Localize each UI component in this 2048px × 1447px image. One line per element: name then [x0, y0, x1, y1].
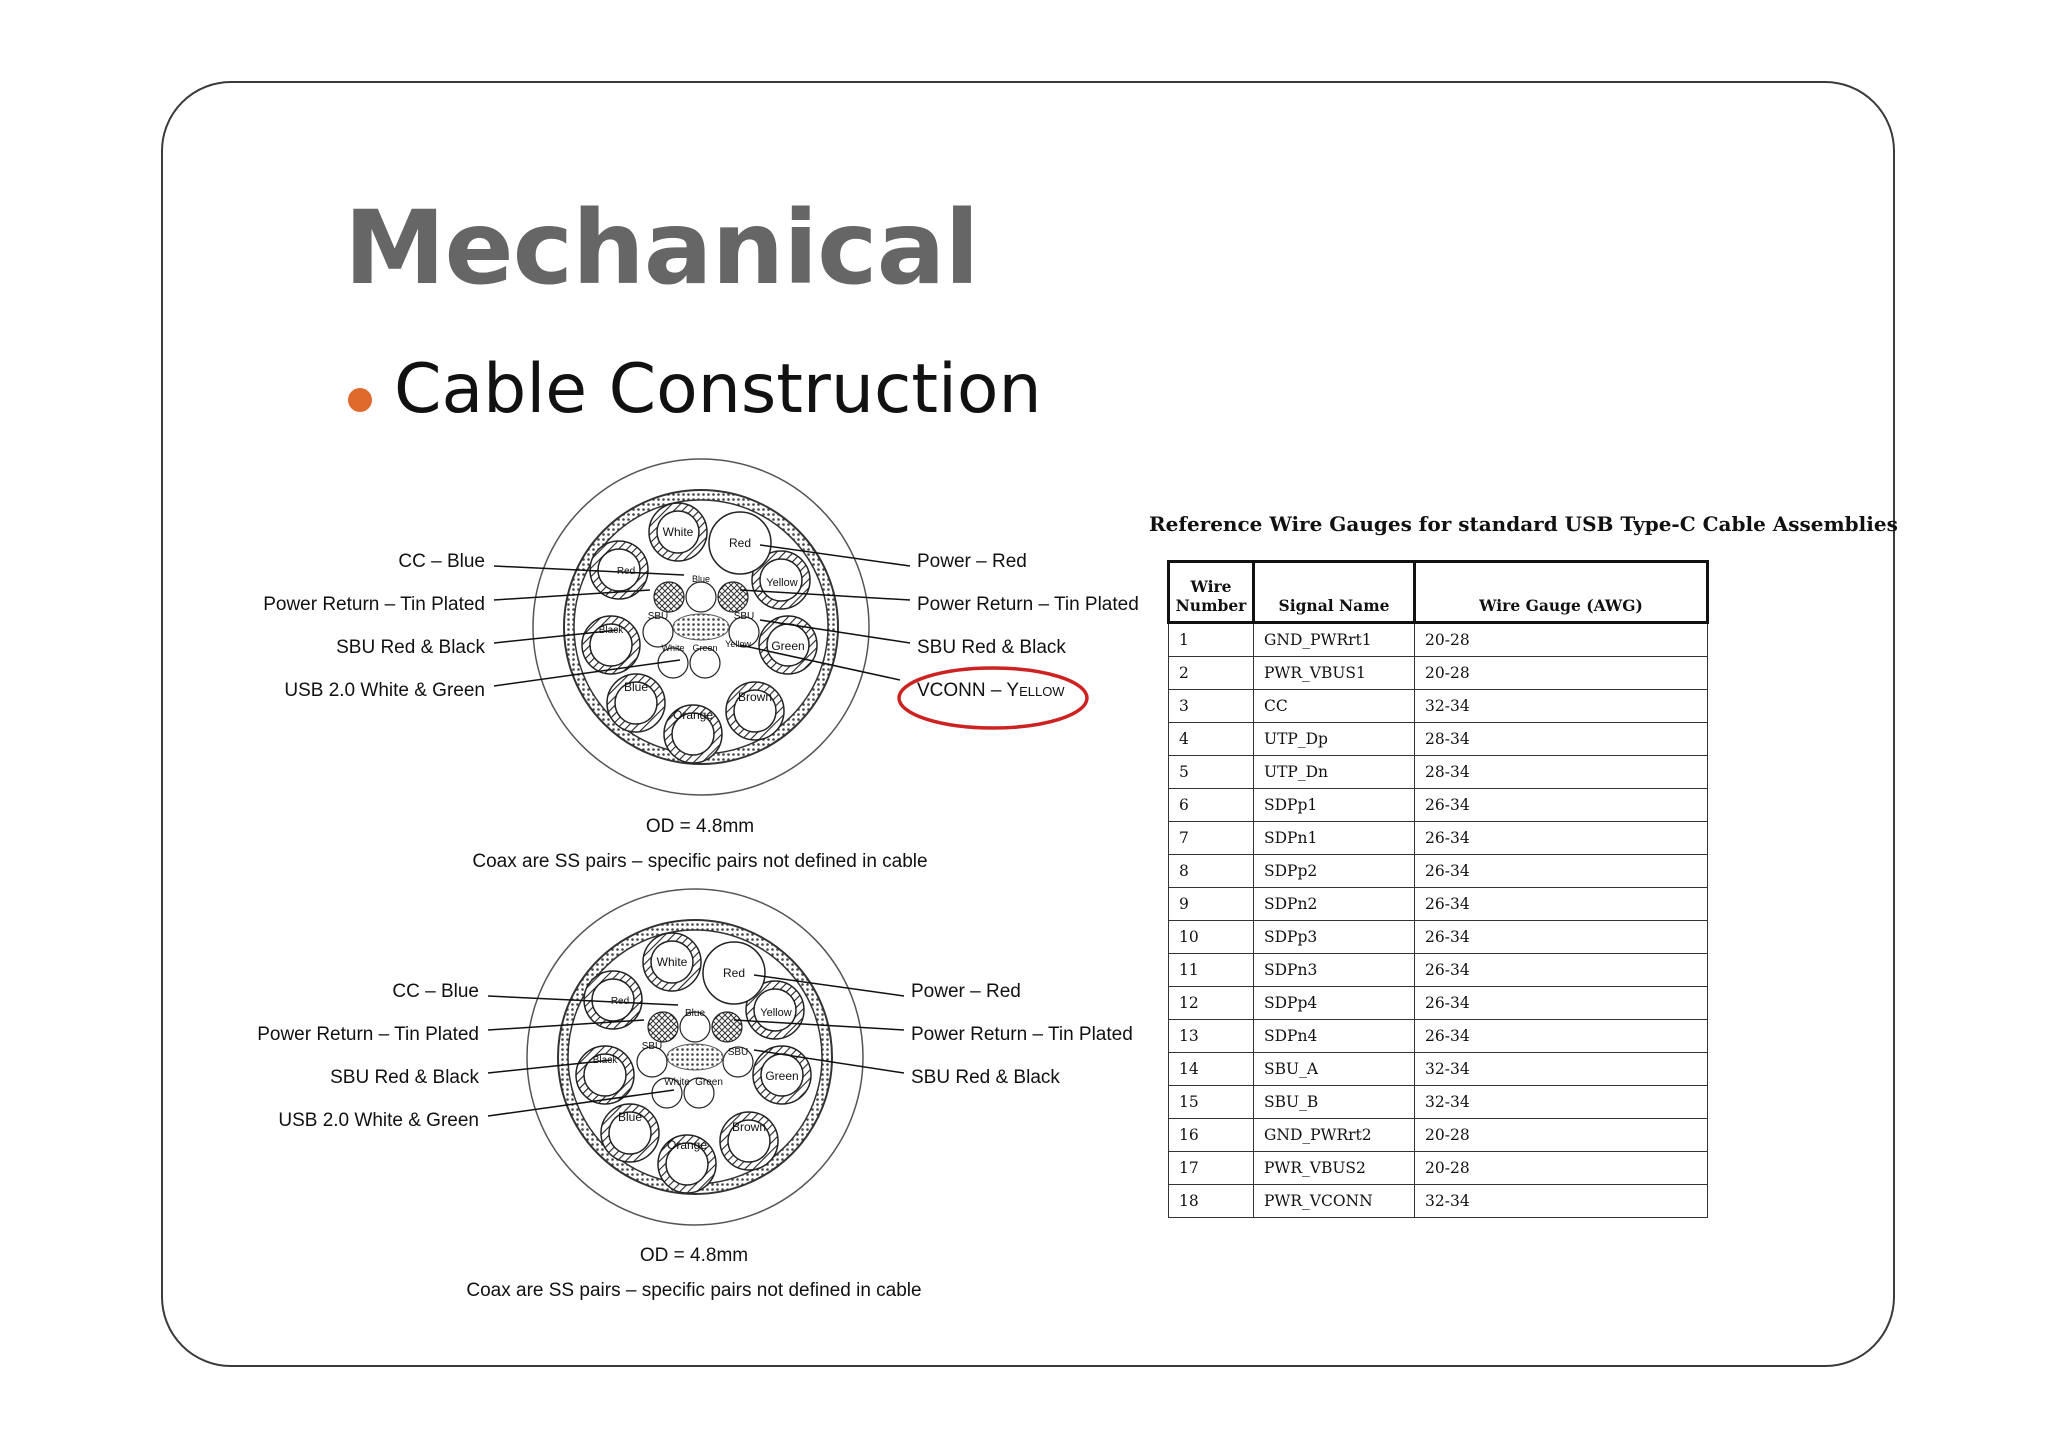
signal-name-cell: SDPp2 [1254, 855, 1415, 888]
wire-label: Red [722, 966, 746, 980]
table-row [1169, 1185, 1708, 1218]
wire-number-cell: 9 [1169, 888, 1254, 921]
wire-gauge-cell: 32-34 [1415, 1185, 1708, 1218]
wire-label: White [664, 1077, 690, 1088]
signal-name-cell: UTP_Dn [1254, 756, 1415, 789]
wire-gauge-cell: 26-34 [1415, 987, 1708, 1020]
signal-name-cell: SBU_B [1254, 1086, 1415, 1119]
table-row [1169, 1152, 1708, 1185]
wire-gauge-table [1167, 560, 1709, 1218]
table-row [1169, 1086, 1708, 1119]
signal-name-cell: GND_PWRrt1 [1254, 623, 1415, 657]
wire-label: Yellow [766, 577, 798, 589]
wire-label: Red [616, 566, 636, 577]
wire-number-cell: 16 [1169, 1119, 1254, 1152]
label-sbu-left-top: SBU Red & Black [336, 637, 485, 658]
signal-name-cell: SDPn4 [1254, 1020, 1415, 1053]
label-sbu-right-top: SBU Red & Black [917, 637, 1066, 658]
wire-label: Red [728, 536, 752, 550]
wire-label: Red [610, 996, 630, 1007]
label-vconn-yellow: VCONN – Yellow [917, 680, 1065, 701]
header-wire-number-line1: Wire [1190, 577, 1232, 596]
table-row [1169, 1119, 1708, 1152]
wire-number-cell: 14 [1169, 1053, 1254, 1086]
label-power-return-right-bottom: Power Return – Tin Plated [911, 1024, 1133, 1045]
wire-label: Blue [684, 1008, 706, 1019]
signal-name-cell: PWR_VBUS2 [1254, 1152, 1415, 1185]
wire-number-cell: 8 [1169, 855, 1254, 888]
od-label-top: OD = 4.8mm [645, 816, 755, 837]
wire-gauge-cell: 26-34 [1415, 822, 1708, 855]
wire-label: SBU [727, 1047, 749, 1058]
wire-label: SBU [733, 611, 755, 622]
label-sbu-left-bottom: SBU Red & Black [330, 1067, 479, 1088]
wire-label: Orange [666, 1138, 708, 1152]
signal-name-cell: UTP_Dp [1254, 723, 1415, 756]
label-power-return-right-top: Power Return – Tin Plated [917, 594, 1139, 615]
table-row [1169, 855, 1708, 888]
wire-label: Yellow [725, 639, 751, 649]
table-row [1169, 1053, 1708, 1086]
signal-name-cell: SDPn3 [1254, 954, 1415, 987]
wire-gauge-cell: 20-28 [1415, 1119, 1708, 1152]
wire-number-cell: 4 [1169, 723, 1254, 756]
wire-gauge-cell: 26-34 [1415, 1020, 1708, 1053]
wire-label: Brown [737, 690, 773, 704]
table-row [1169, 723, 1708, 756]
wire-number-cell: 10 [1169, 921, 1254, 954]
label-usb2-top: USB 2.0 White & Green [284, 680, 485, 701]
label-usb2-bottom: USB 2.0 White & Green [278, 1110, 479, 1131]
wire-gauge-cell: 26-34 [1415, 921, 1708, 954]
wire-gauge-cell: 20-28 [1415, 1152, 1708, 1185]
table-row [1169, 789, 1708, 822]
cable-cross-section-bottom [527, 889, 863, 1225]
wire-number-cell: 1 [1169, 623, 1254, 657]
wire-number-cell: 5 [1169, 756, 1254, 789]
signal-name-cell: SDPp1 [1254, 789, 1415, 822]
table-row [1169, 657, 1708, 690]
wire-label: Orange [672, 708, 714, 722]
signal-name-cell: SDPp3 [1254, 921, 1415, 954]
signal-name-cell: SBU_A [1254, 1053, 1415, 1086]
caption-top: Coax are SS pairs – specific pairs not defined in cable [472, 851, 928, 872]
signal-name-cell: GND_PWRrt2 [1254, 1119, 1415, 1152]
header-wire-gauge: Wire Gauge (AWG) [1415, 562, 1708, 623]
wire-label: White [656, 955, 688, 969]
label-cc-blue-top: CC – Blue [398, 551, 485, 572]
table-row [1169, 954, 1708, 987]
wire-number-cell: 11 [1169, 954, 1254, 987]
wire-label: Green [695, 1077, 723, 1088]
signal-name-cell: SDPn1 [1254, 822, 1415, 855]
wire-label: Green [765, 1069, 799, 1083]
wire-number-cell: 2 [1169, 657, 1254, 690]
wire-label: Green [771, 639, 805, 653]
wire-label: Brown [731, 1120, 767, 1134]
label-power-return-left-top: Power Return – Tin Plated [263, 594, 485, 615]
signal-name-cell: CC [1254, 690, 1415, 723]
header-wire-number [1169, 562, 1254, 623]
table-row [1169, 623, 1708, 657]
label-sbu-right-bottom: SBU Red & Black [911, 1067, 1060, 1088]
wire-gauge-cell: 26-34 [1415, 789, 1708, 822]
table-row [1169, 690, 1708, 723]
wire-label: Yellow [760, 1007, 792, 1019]
table-header-row [1169, 562, 1708, 623]
wire-label: Blue [623, 680, 649, 694]
wire-label: Blue [617, 1110, 643, 1124]
table-row [1169, 822, 1708, 855]
label-power-red-bottom: Power – Red [911, 981, 1021, 1002]
wire-gauge-cell: 26-34 [1415, 954, 1708, 987]
wire-gauge-cell: 32-34 [1415, 1053, 1708, 1086]
table-row [1169, 888, 1708, 921]
wire-label: Black [592, 1055, 618, 1066]
label-power-red-top: Power – Red [917, 551, 1027, 572]
wire-gauge-cell: 26-34 [1415, 855, 1708, 888]
wire-number-cell: 7 [1169, 822, 1254, 855]
cable-cross-section-top [533, 459, 869, 795]
wire-gauge-cell: 20-28 [1415, 623, 1708, 657]
wire-label: Blue [691, 574, 711, 584]
header-wire-number-line2: Number [1175, 596, 1247, 615]
wire-number-cell: 18 [1169, 1185, 1254, 1218]
table-row [1169, 1020, 1708, 1053]
table-row [1169, 987, 1708, 1020]
caption-bottom: Coax are SS pairs – specific pairs not defined in cable [466, 1280, 922, 1301]
slide-title: Mechanical [344, 189, 979, 308]
signal-name-cell: PWR_VCONN [1254, 1185, 1415, 1218]
wire-number-cell: 17 [1169, 1152, 1254, 1185]
wire-gauge-cell: 32-34 [1415, 1086, 1708, 1119]
wire-gauge-cell: 32-34 [1415, 690, 1708, 723]
od-label-bottom: OD = 4.8mm [639, 1245, 749, 1266]
header-signal-name: Signal Name [1254, 562, 1415, 623]
table-row [1169, 921, 1708, 954]
signal-name-cell: SDPp4 [1254, 987, 1415, 1020]
bullet-text: Cable Construction [394, 350, 1042, 429]
wire-label: Green [692, 643, 718, 653]
wire-label: SBU [641, 1041, 663, 1052]
signal-name-cell: PWR_VBUS1 [1254, 657, 1415, 690]
wire-label: White [661, 643, 685, 653]
wire-number-cell: 12 [1169, 987, 1254, 1020]
wire-number-cell: 3 [1169, 690, 1254, 723]
signal-name-cell: SDPn2 [1254, 888, 1415, 921]
wire-number-cell: 13 [1169, 1020, 1254, 1053]
label-power-return-left-bottom: Power Return – Tin Plated [257, 1024, 479, 1045]
wire-label: SBU [647, 611, 669, 622]
table-row [1169, 756, 1708, 789]
wire-gauge-cell: 20-28 [1415, 657, 1708, 690]
wire-number-cell: 15 [1169, 1086, 1254, 1119]
wire-number-cell: 6 [1169, 789, 1254, 822]
wire-gauge-cell: 26-34 [1415, 888, 1708, 921]
wire-gauge-cell: 28-34 [1415, 756, 1708, 789]
table-title: Reference Wire Gauges for standard USB Type-C Cable Assemblies [1149, 512, 1898, 536]
wire-label: Black [598, 625, 624, 636]
wire-label: White [662, 525, 694, 539]
label-cc-blue-bottom: CC – Blue [392, 981, 479, 1002]
wire-gauge-cell: 28-34 [1415, 723, 1708, 756]
